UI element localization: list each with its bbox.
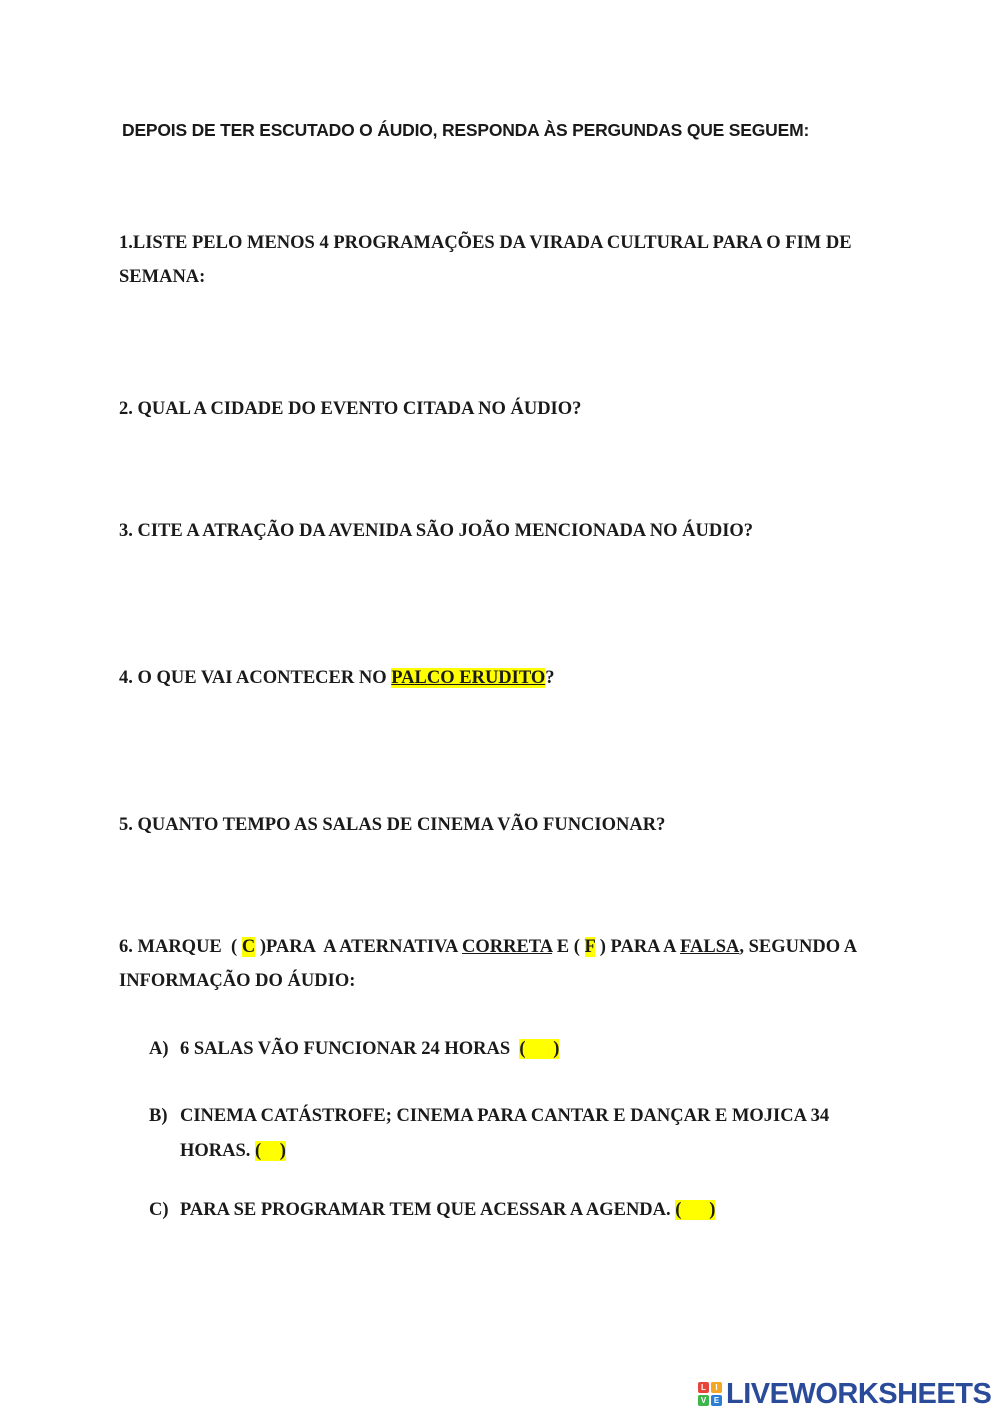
option-b-line-2-wrap <box>180 1134 909 1169</box>
option-b-line-2: HORAS. <box>180 1141 256 1161</box>
q6-falsa: FALSA <box>680 937 740 957</box>
option-a-body <box>180 1032 909 1067</box>
question-4-prefix: 4. O QUE VAI ACONTECER NO <box>119 668 392 688</box>
option-c-answer-box[interactable]: ( ) <box>675 1200 716 1220</box>
liveworksheets-wordmark: LIVEWORKSHEETS <box>726 1377 992 1410</box>
option-c <box>149 1193 909 1228</box>
option-c-body <box>180 1193 909 1228</box>
logo-letter-l: L <box>698 1382 709 1393</box>
q6-part-2: )PARA A ATERNATIVA <box>255 937 462 957</box>
instructions-header: DEPOIS DE TER ESCUTADO O ÁUDIO, RESPONDA ÀS PERGUNDAS QUE SEGUEM: <box>122 120 810 140</box>
q6-correct-marker: C <box>241 937 256 957</box>
option-a-letter: A) <box>149 1039 169 1059</box>
question-5: 5. QUANTO TEMPO AS SALAS DE CINEMA VÃO FUNCIONAR? <box>119 815 666 835</box>
liveworksheets-logo-icon <box>698 1382 722 1406</box>
question-1-line-1: 1.LISTE PELO MENOS 4 PROGRAMAÇÕES DA VIRADA CULTURAL PARA O FIM DE <box>119 233 852 253</box>
q6-correta: CORRETA <box>462 937 553 957</box>
option-a <box>149 1032 909 1067</box>
q6-part-1: 6. MARQUE ( <box>119 937 242 957</box>
question-3: 3. CITE A ATRAÇÃO DA AVENIDA SÃO JOÃO MENCIONADA NO ÁUDIO? <box>119 521 754 541</box>
option-c-letter: C) <box>149 1200 169 1220</box>
question-1 <box>119 226 939 294</box>
option-b-answer-box[interactable]: ( ) <box>255 1141 286 1161</box>
question-6-line-2: INFORMAÇÃO DO ÁUDIO: <box>119 971 356 991</box>
question-1-line-2: SEMANA: <box>119 267 206 287</box>
option-a-text: 6 SALAS VÃO FUNCIONAR 24 HORAS <box>180 1039 520 1059</box>
question-4 <box>119 661 939 695</box>
option-b-line-1: CINEMA CATÁSTROFE; CINEMA PARA CANTAR E DANÇAR E MOJICA 34 <box>180 1106 830 1126</box>
q6-part-3: E ( <box>552 937 585 957</box>
q6-part-5: , SEGUNDO A <box>739 937 858 957</box>
option-b <box>149 1099 909 1169</box>
logo-letter-v: V <box>698 1395 709 1406</box>
option-c-text: PARA SE PROGRAMAR TEM QUE ACESSAR A AGENDA. <box>180 1200 676 1220</box>
liveworksheets-brand <box>698 1376 991 1412</box>
logo-letter-i: I <box>711 1382 722 1393</box>
question-6 <box>119 930 949 998</box>
question-6-line-1 <box>119 930 949 964</box>
option-a-answer-box[interactable]: ( ) <box>519 1039 560 1059</box>
question-4-suffix: ? <box>545 668 555 688</box>
logo-letter-e: E <box>711 1395 722 1406</box>
q6-false-marker: F <box>584 937 596 957</box>
question-2: 2. QUAL A CIDADE DO EVENTO CITADA NO ÁUDIO? <box>119 399 582 419</box>
option-b-letter: B) <box>149 1106 168 1126</box>
q6-part-4: ) PARA A <box>595 937 681 957</box>
question-4-highlight: PALCO ERUDITO <box>391 668 546 688</box>
